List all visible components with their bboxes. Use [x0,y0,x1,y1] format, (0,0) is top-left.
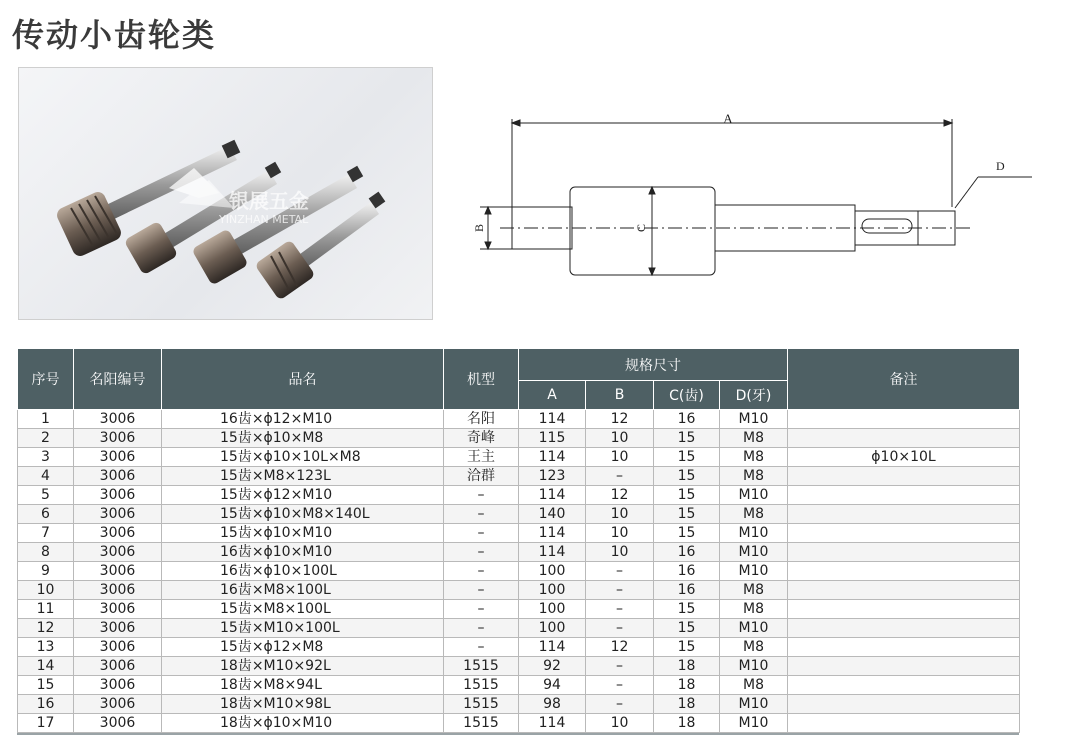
cell-name: 16齿×ϕ10×M10 [162,543,444,562]
cell-spec-c: 15 [654,486,720,505]
cell-spec-b: – [586,695,654,714]
cell-spec-d: M10 [720,524,788,543]
cell-name: 15齿×ϕ10×M8 [162,429,444,448]
cell-note [788,600,1020,619]
cell-spec-a: 140 [519,505,586,524]
watermark-text-en: YINZHAN METAL [219,213,309,226]
header-index: 序号 [18,349,74,410]
cell-code: 3006 [74,429,162,448]
watermark-logo [169,168,309,226]
cell-name: 18齿×M10×98L [162,695,444,714]
table-row [18,619,1020,638]
cell-code: 3006 [74,619,162,638]
cell-spec-c: 16 [654,581,720,600]
cell-code: 3006 [74,467,162,486]
cell-name: 15齿×ϕ10×M8×140L [162,505,444,524]
cell-code: 3006 [74,524,162,543]
cell-spec-c: 16 [654,543,720,562]
table-row [18,467,1020,486]
cell-model: – [444,505,519,524]
cell-index: 8 [18,543,74,562]
cell-code: 3006 [74,562,162,581]
cell-note [788,619,1020,638]
dimension-label-a: A [723,111,733,126]
cell-index: 15 [18,676,74,695]
cell-index: 3 [18,448,74,467]
cell-index: 2 [18,429,74,448]
cell-index: 7 [18,524,74,543]
cell-spec-b: 12 [586,638,654,657]
cell-note [788,676,1020,695]
table-row [18,657,1020,676]
cell-spec-d: M8 [720,429,788,448]
cell-note [788,486,1020,505]
header-spec-c: C(齿) [654,381,720,410]
cell-spec-d: M10 [720,619,788,638]
cell-spec-b: 10 [586,429,654,448]
header-spec-d: D(牙) [720,381,788,410]
cell-spec-b: 10 [586,524,654,543]
dimension-label-d: D [996,159,1005,173]
cell-index: 16 [18,695,74,714]
table-row [18,410,1020,429]
cell-index: 9 [18,562,74,581]
cell-spec-b: 10 [586,714,654,733]
cell-model: 王主 [444,448,519,467]
cell-spec-a: 114 [519,524,586,543]
cell-spec-d: M10 [720,714,788,733]
table-row [18,505,1020,524]
cell-model: 1515 [444,676,519,695]
cell-spec-c: 15 [654,600,720,619]
cell-code: 3006 [74,600,162,619]
cell-spec-d: M8 [720,638,788,657]
cell-code: 3006 [74,638,162,657]
table-row [18,524,1020,543]
cell-spec-c: 15 [654,638,720,657]
page-title: 传动小齿轮类 [12,16,217,54]
cell-model: – [444,524,519,543]
cell-spec-a: 100 [519,581,586,600]
cell-note [788,410,1020,429]
header-code: 名阳编号 [74,349,162,410]
cell-model: 洽群 [444,467,519,486]
table-row [18,714,1020,733]
cell-model: 1515 [444,714,519,733]
cell-model: 1515 [444,657,519,676]
cell-index: 11 [18,600,74,619]
technical-drawing [460,95,1040,295]
cell-index: 17 [18,714,74,733]
cell-spec-b: 12 [586,410,654,429]
cell-spec-a: 114 [519,448,586,467]
cell-spec-b: – [586,676,654,695]
table-row [18,638,1020,657]
cell-name: 18齿×M8×94L [162,676,444,695]
cell-spec-c: 18 [654,695,720,714]
header-model: 机型 [444,349,519,410]
cell-model: – [444,619,519,638]
cell-name: 18齿×ϕ10×M10 [162,714,444,733]
cell-note [788,695,1020,714]
cell-spec-a: 100 [519,562,586,581]
cell-spec-d: M10 [720,410,788,429]
cell-spec-a: 94 [519,676,586,695]
cell-name: 15齿×ϕ10×M10 [162,524,444,543]
cell-spec-b: 10 [586,543,654,562]
table-row [18,543,1020,562]
cell-model: – [444,562,519,581]
spec-table [17,348,1020,733]
cell-spec-a: 114 [519,486,586,505]
cell-spec-b: – [586,467,654,486]
cell-code: 3006 [74,657,162,676]
cell-code: 3006 [74,486,162,505]
cell-spec-d: M8 [720,448,788,467]
cell-name: 16齿×M8×100L [162,581,444,600]
cell-spec-b: – [586,581,654,600]
cell-model: – [444,543,519,562]
cell-name: 16齿×ϕ10×100L [162,562,444,581]
cell-spec-d: M10 [720,695,788,714]
table-row [18,448,1020,467]
cell-spec-a: 114 [519,543,586,562]
cell-index: 6 [18,505,74,524]
cell-spec-a: 92 [519,657,586,676]
cell-name: 15齿×M10×100L [162,619,444,638]
cell-index: 13 [18,638,74,657]
table-row [18,562,1020,581]
cell-spec-c: 15 [654,619,720,638]
cell-name: 15齿×ϕ12×M8 [162,638,444,657]
cell-spec-a: 98 [519,695,586,714]
header-note: 备注 [788,349,1020,410]
cell-name: 18齿×M10×92L [162,657,444,676]
cell-index: 1 [18,410,74,429]
pinion-gear-illustration [19,68,433,320]
table-row [18,600,1020,619]
cell-note: ϕ10×10L [788,448,1020,467]
cell-spec-c: 16 [654,410,720,429]
cell-spec-c: 18 [654,657,720,676]
cell-name: 15齿×ϕ10×10L×M8 [162,448,444,467]
cell-spec-a: 100 [519,600,586,619]
cell-code: 3006 [74,581,162,600]
cell-code: 3006 [74,714,162,733]
cell-spec-d: M8 [720,676,788,695]
cell-note [788,467,1020,486]
cell-name: 16齿×ϕ12×M10 [162,410,444,429]
cell-spec-c: 15 [654,505,720,524]
cell-spec-a: 100 [519,619,586,638]
cell-note [788,505,1020,524]
cell-model: 名阳 [444,410,519,429]
header-name: 品名 [162,349,444,410]
cell-spec-c: 18 [654,714,720,733]
cell-spec-a: 114 [519,638,586,657]
cell-code: 3006 [74,695,162,714]
cell-note [788,638,1020,657]
cell-spec-d: M8 [720,600,788,619]
cell-note [788,714,1020,733]
cell-code: 3006 [74,543,162,562]
cell-spec-d: M10 [720,543,788,562]
cell-note [788,429,1020,448]
header-spec-b: B [586,381,654,410]
cell-note [788,657,1020,676]
cell-spec-b: – [586,619,654,638]
cell-model: – [444,600,519,619]
cell-index: 5 [18,486,74,505]
cell-code: 3006 [74,676,162,695]
cell-note [788,524,1020,543]
dimension-label-b: B [472,223,486,233]
cell-spec-b: – [586,600,654,619]
cell-spec-a: 114 [519,410,586,429]
cell-spec-c: 15 [654,448,720,467]
cell-spec-a: 115 [519,429,586,448]
cell-spec-c: 15 [654,429,720,448]
table-row [18,581,1020,600]
dimension-label-c: C [634,223,648,233]
header-spec-a: A [519,381,586,410]
table-row [18,429,1020,448]
cell-spec-d: M10 [720,562,788,581]
cell-name: 15齿×M8×123L [162,467,444,486]
cell-name: 15齿×ϕ12×M10 [162,486,444,505]
cell-spec-c: 15 [654,524,720,543]
cell-model: – [444,638,519,657]
cell-spec-b: 10 [586,448,654,467]
table-row [18,676,1020,695]
spec-table-body [18,410,1020,733]
cell-spec-d: M8 [720,505,788,524]
cell-index: 4 [18,467,74,486]
cell-spec-b: – [586,562,654,581]
cell-spec-b: 12 [586,486,654,505]
cell-index: 10 [18,581,74,600]
cell-model: 奇峰 [444,429,519,448]
table-row [18,486,1020,505]
cell-spec-d: M10 [720,657,788,676]
cell-spec-d: M10 [720,486,788,505]
cell-spec-c: 18 [654,676,720,695]
cell-code: 3006 [74,410,162,429]
cell-spec-c: 16 [654,562,720,581]
cell-index: 12 [18,619,74,638]
cell-note [788,543,1020,562]
cell-spec-a: 114 [519,714,586,733]
cell-note [788,562,1020,581]
cell-model: – [444,486,519,505]
cell-spec-b: 10 [586,505,654,524]
table-row [18,695,1020,714]
cell-spec-b: – [586,657,654,676]
watermark-text-cn: 银展五金 [229,189,309,213]
cell-note [788,581,1020,600]
cell-name: 15齿×M8×100L [162,600,444,619]
cell-model: 1515 [444,695,519,714]
cell-spec-c: 15 [654,467,720,486]
bottom-divider [17,733,1019,735]
cell-model: – [444,581,519,600]
cell-index: 14 [18,657,74,676]
cell-spec-d: M8 [720,467,788,486]
header-spec-group: 规格尺寸 [519,349,788,381]
cell-code: 3006 [74,448,162,467]
cell-spec-d: M8 [720,581,788,600]
cell-spec-a: 123 [519,467,586,486]
product-photo [18,67,433,320]
cell-code: 3006 [74,505,162,524]
